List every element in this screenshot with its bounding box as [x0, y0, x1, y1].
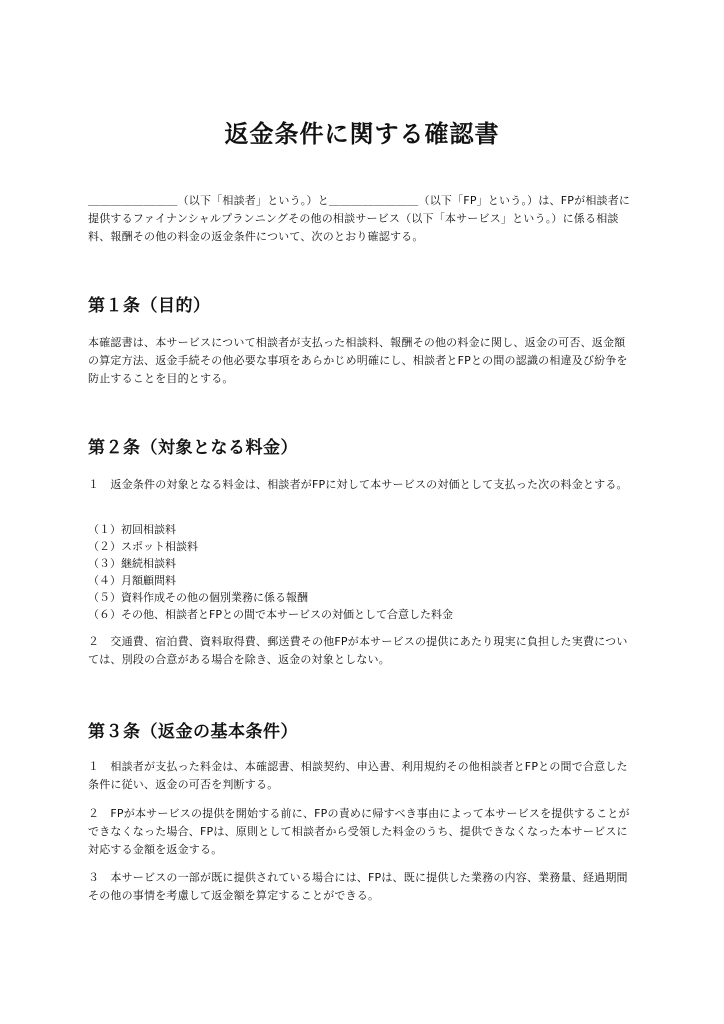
document-title: 返金条件に関する確認書	[224, 120, 500, 148]
list-item: （５）資料作成その他の個別業務に係る報酬	[88, 591, 308, 604]
article-3-heading: 第３条（返金の基本条件）	[88, 722, 298, 742]
list-item: （１）初回相談料	[88, 523, 176, 536]
list-item: （６）その他、相談者とFPとの間で本サービスの対価として合意した料金	[88, 608, 453, 621]
article-2-paragraph-2: ２ 交通費、宿泊費、資料取得費、郵送費その他FPが本サービスの提供にあたり現実に負担した実費については、別段の合意がある場合を除き、返金の対象としない。	[88, 635, 628, 666]
article-2-paragraph-1: １ 返金条件の対象となる料金は、相談者がFPに対して本サービスの対価として支払った次の料金とする。	[88, 478, 628, 491]
intro-paragraph: ＿＿＿＿＿＿＿＿（以下「相談者」という。）と＿＿＿＿＿＿＿＿（以下「FP」という。）は、FPが相談者に提供するファイナンシャルプランニングその他の相談サービス（以下「本サービス」という。）に係る相談料、報酬その他の料金の返金条件について、次のとおり確認する。	[88, 194, 631, 243]
list-item: （２）スポット相談料	[88, 540, 198, 553]
article-3-paragraph-1: １ 相談者が支払った料金は、本確認書、相談契約、申込書、利用規約その他相談者とFPとの間で合意した条件に従い、返金の可否を判断する。	[88, 760, 628, 791]
article-1-heading: 第１条（目的）	[88, 296, 211, 316]
article-2-fee-list	[88, 521, 636, 623]
article-3-paragraph-2: ２ FPが本サービスの提供を開始する前に、FPの責めに帰すべき事由によって本サービスを提供することができなくなった場合、FPは、原則として相談者から受領した料金のうち、提供できなくなった本サービスに対応する金額を返金する。	[88, 807, 630, 856]
article-3-paragraph-3: ３ 本サービスの一部が既に提供されている場合には、FPは、既に提供した業務の内容、業務量、経過期間その他の事情を考慮して返金額を算定することができる。	[88, 871, 628, 902]
list-item: （３）継続相談料	[88, 557, 176, 570]
article-1-body: 本確認書は、本サービスについて相談者が支払った相談料、報酬その他の料金に関し、返金の可否、返金額の算定方法、返金手続その他必要な事項をあらかじめ明確にし、相談者とFPとの間の認識の相違及び紛争を防止することを目的とする。	[88, 336, 628, 385]
list-item: （４）月額顧問料	[88, 574, 176, 587]
article-2-heading: 第２条（対象となる料金）	[88, 438, 298, 458]
